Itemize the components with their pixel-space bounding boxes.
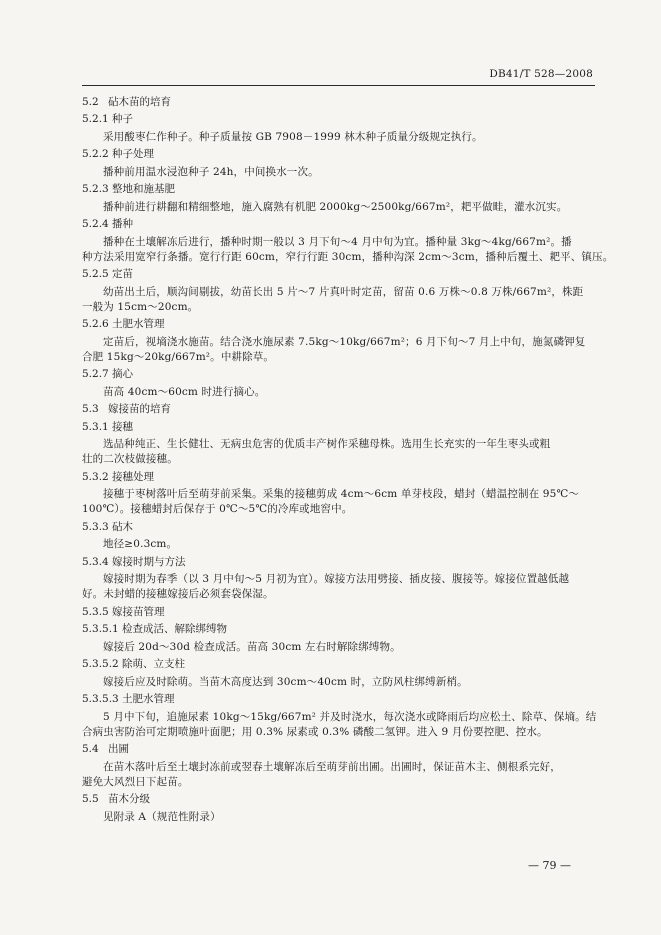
section-number: 5.2 xyxy=(82,95,99,108)
section-heading xyxy=(82,112,592,126)
paragraph-line: 播种前用温水浸泡种子 24h，中间换水一次。 xyxy=(103,165,319,178)
paragraph-line: 在苗木落叶后至土壤封冻前或翌春土壤解冻后至萌芽前出圃。出圃时，保证苗木主、侧根系完好， xyxy=(103,760,561,773)
section-number: 5.4 xyxy=(82,743,99,755)
section-title: 嫁接苗的培育 xyxy=(108,403,171,415)
document-body xyxy=(82,91,614,825)
paragraph-line: 合肥 15kg～20kg/667m²。中耕除草。 xyxy=(82,350,275,363)
paragraph-line: 嫁接后应及时除萌。当苗木高度达到 30cm～40cm 时，立防风柱绑缚新梢。 xyxy=(103,675,468,688)
section-number: 5.3.1 xyxy=(82,420,109,433)
section-heading xyxy=(82,742,592,756)
section-number: 5.2.6 xyxy=(82,318,109,330)
section-title: 接穗 xyxy=(112,420,133,433)
paragraph-line: 幼苗出土后，顺沟间剔拔，幼苗长出 5 片～7 片真叶时定苗，留苗 0.6 万株～0.8 万株/667m²，株距 xyxy=(103,285,584,298)
section-heading xyxy=(82,267,592,281)
paragraph-line: 避免大风烈日下起苗。 xyxy=(82,775,189,788)
paragraph-line: 合病虫害防治可定期喷施叶面肥；用 0.3% 尿素或 0.3% 磷酸二氢钾。进入 9 月份要控肥、控水。 xyxy=(82,725,548,738)
section-number: 5.3.5 xyxy=(82,605,109,618)
paragraph-line: 种方法采用宽窄行条播。宽行行距 60cm，窄行行距 30cm，播种沟深 2cm～3cm，播种后覆土、耙平、镇压。 xyxy=(82,250,614,263)
paragraph-line: 地径≥0.3cm。 xyxy=(103,538,178,550)
section-title: 种子处理 xyxy=(112,148,154,160)
section-title: 土肥水管理 xyxy=(112,318,165,330)
section-heading xyxy=(82,402,592,416)
section-heading xyxy=(82,555,592,569)
section-number: 5.3.5.1 xyxy=(82,623,119,635)
section-number: 5.5 xyxy=(82,793,99,805)
paragraph-line: 见附录 A（规范性附录） xyxy=(103,810,221,823)
section-title: 苗木分级 xyxy=(108,793,150,805)
document-code-header: DB41/T 528—2008 xyxy=(489,68,593,80)
section-heading xyxy=(82,217,592,231)
section-number: 5.2.4 xyxy=(82,218,109,230)
section-number: 5.2.2 xyxy=(82,148,109,160)
paragraph-line: 好。未封蜡的接穗嫁接后必须套袋保湿。 xyxy=(82,588,274,600)
paragraph-line: 播种前进行耕翻和精细整地，施入腐熟有机肥 2000kg～2500kg/667m²，耙平做畦，灌水沉实。 xyxy=(103,200,568,213)
section-heading xyxy=(82,317,592,331)
section-number: 5.2.7 xyxy=(82,368,109,380)
section-heading xyxy=(82,792,592,806)
section-heading xyxy=(82,605,592,619)
paragraph-line: 一般为 15cm～20cm。 xyxy=(82,300,199,313)
section-number: 5.3.2 xyxy=(82,470,109,483)
section-number: 5.2.3 xyxy=(82,183,109,195)
section-number: 5.3 xyxy=(82,403,99,415)
paragraph-line: 嫁接时期为春季（以 3 月中旬～5 月初为宜）。嫁接方法用劈接、插皮接、腹接等。嫁接位置越低越 xyxy=(103,573,570,585)
section-number: 5.2.1 xyxy=(82,113,109,125)
paragraph-line: 5 月中下旬，追施尿素 10kg～15kg/667m² 并及时浇水，每次浇水或降雨后均应松土、除草、保墒。结 xyxy=(103,710,597,723)
paragraph-line: 苗高 40cm～60cm 时进行摘心。 xyxy=(103,385,266,398)
section-heading xyxy=(82,470,592,484)
section-title: 出圃 xyxy=(108,743,129,755)
section-number: 5.3.3 xyxy=(82,520,109,533)
section-title: 接穗处理 xyxy=(112,470,154,483)
section-title: 除萌、立支柱 xyxy=(122,658,185,670)
section-heading xyxy=(82,147,592,161)
section-heading xyxy=(82,520,592,534)
paragraph-line: 接穗于枣树落叶后至萌芽前采集。采集的接穗剪成 4cm～6cm 单芽枝段，蜡封（蜡温控制在 95℃～ xyxy=(103,488,580,500)
section-title: 嫁接苗管理 xyxy=(112,605,165,618)
section-title: 整地和施基肥 xyxy=(112,183,175,195)
header-rule xyxy=(82,85,595,86)
section-title: 嫁接时期与方法 xyxy=(112,555,186,568)
section-heading xyxy=(82,622,592,636)
section-heading xyxy=(82,182,592,196)
section-heading xyxy=(82,367,592,381)
paragraph-line: 嫁接后 20d～30d 检查成活。苗高 30cm 左右时解除绑缚物。 xyxy=(103,640,401,653)
page-number: — 79 — xyxy=(528,859,571,872)
section-title: 砧木苗的培育 xyxy=(108,95,171,108)
section-title: 检查成活、解除绑缚物 xyxy=(122,623,227,635)
paragraph-line: 定苗后，视墒浇水施苗。结合浇水施尿素 7.5kg～10kg/667m²；6 月下旬～7 月上中旬，施氮磷钾复 xyxy=(103,335,586,348)
section-number: 5.3.5.3 xyxy=(82,693,119,705)
paragraph-line: 选品种纯正、生长健壮、无病虫危害的优质丰产树作采穗母株。选用生长充实的一年生枣头或粗 xyxy=(103,438,551,450)
section-number: 5.3.4 xyxy=(82,555,109,568)
section-title: 种子 xyxy=(112,113,133,125)
section-heading xyxy=(82,657,592,671)
paragraph-line: 100℃）。接穗蜡封后保存于 0℃～5℃的冷库或地窖中。 xyxy=(82,503,353,515)
section-title: 土肥水管理 xyxy=(122,693,175,705)
section-heading xyxy=(82,420,592,434)
section-number: 5.2.5 xyxy=(82,268,109,280)
section-title: 砧木 xyxy=(112,520,133,533)
section-title: 播种 xyxy=(112,218,133,230)
section-title: 定苗 xyxy=(112,268,133,280)
section-heading xyxy=(82,692,592,706)
paragraph-line: 采用酸枣仁作种子。种子质量按 GB 7908－1999 林木种子质量分级规定执行。 xyxy=(103,130,483,143)
section-number: 5.3.5.2 xyxy=(82,658,119,670)
paragraph-line: 壮的二次枝做接穗。 xyxy=(82,453,178,465)
paragraph-line: 播种在土壤解冻后进行，播种时期一般以 3 月下旬～4 月中旬为宜。播种量 3kg～4kg/667m²。播 xyxy=(103,235,572,248)
section-title: 摘心 xyxy=(112,368,133,380)
section-heading xyxy=(82,95,592,109)
